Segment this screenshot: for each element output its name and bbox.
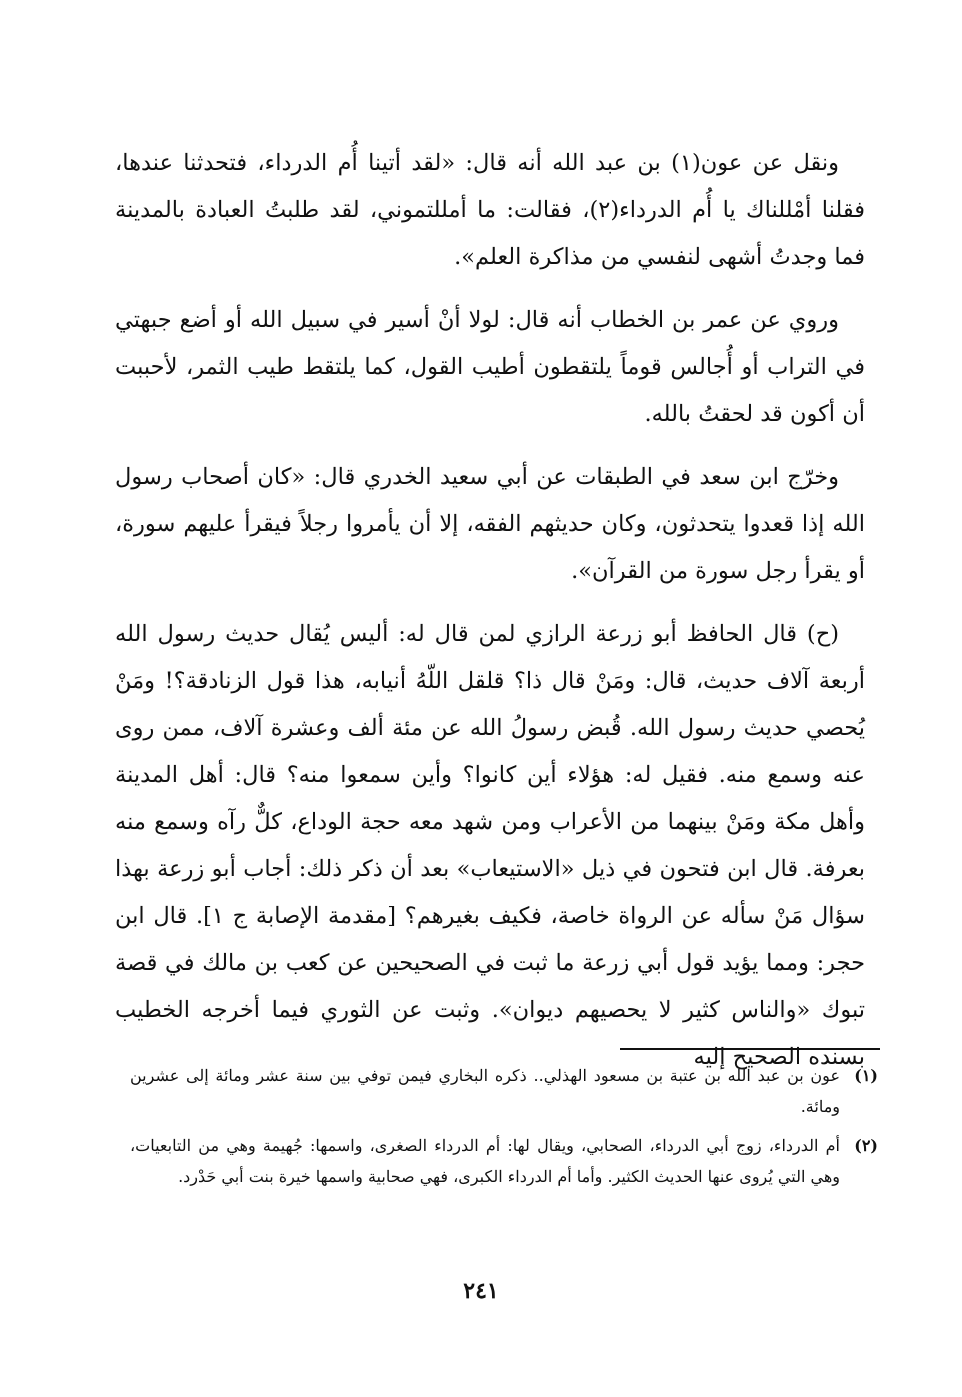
footnote-1 (130, 1060, 878, 1122)
footnote-2 (130, 1130, 878, 1192)
footnote-separator (620, 1048, 880, 1050)
footnote-number: (٢) (854, 1136, 878, 1155)
paragraph-ibn-saad: وخرّج ابن سعد في الطبقات عن أبي سعيد الخدري قال: «كان أصحاب رسول الله إذا قعدوا يتحدثون، وكان حديثهم الفقه، إلا أن يأمروا رجلاً فيقرأ عليهم سورة، أو يقرأ رجل سورة من القرآن». (115, 464, 865, 584)
footnote-text: عون بن عبد الله بن عتبة بن مسعود الهذلي.. ذكره البخاري فيمن توفي بين سنة عشر ومائة إلى عشرين ومائة. (130, 1066, 840, 1116)
footnote-text: أم الدرداء، زوج أبي الدرداء، الصحابي، ويقال لها: أم الدرداء الصغرى، واسمها: جُهيمة وهي من التابعيات، وهي التي يُروى عنها الحديث الكثير. وأما أم الدرداء الكبرى، فهي صحابية واسمها خيرة بنت أبي حَدْرد. (130, 1136, 840, 1186)
paragraph-umar: وروي عن عمر بن الخطاب أنه قال: لولا أنْ أسير في سبيل الله أو أضع جبهتي في التراب أو أُجالس قوماً يلتقطون أطيب القول، كما يلتقط طيب الثمر، لأحببت أن أكون قد لحقتُ بالله. (115, 307, 865, 427)
page-number: ٢٤١ (463, 1278, 499, 1304)
paragraph-abu-zura: (ح) قال الحافظ أبو زرعة الرازي لمن قال له: أليس يُقال حديث رسول الله أربعة آلاف حديث، قال: ومَنْ قال ذا؟ قلقل اللّهُ أنيابه، هذا قول الزنادقة؟! ومَنْ يُحصي حديث رسول الله. قُبض رسولُ الله عن مئة ألف وعشرة آلاف، ممن روى عنه وسمع منه. فقيل له: هؤلاء أين كانوا؟ وأين سمعوا منه؟ قال: أهل المدينة وأهل مكة ومَنْ بينهما من الأعراب ومن شهد معه حجة الوداع، كلٌّ رآه وسمع منه بعرفة. قال ابن فتحون في ذيل «الاستيعاب» بعد أن ذكر ذلك: أجاب أبو زرعة بهذا سؤال مَنْ سأله عن الرواة خاصة، فكيف بغيرهم؟ [مقدمة الإصابة ج ١]. قال ابن حجر: ومما يؤيد قول أبي زرعة ما ثبت في الصحيحين عن كعب بن مالك في قصة تبوك «والناس كثير لا يحصيهم ديوان». وثبت عن الثوري فيما أخرجه الخطيب بسنده الصحيح إليه (115, 621, 865, 1070)
main-text (115, 140, 865, 1081)
paragraph-awn: ونقل عن عون(١) بن عبد الله أنه قال: «لقد أتينا أُم الدرداء، فتحدثنا عندها، فقلنا أمْللناك يا أُم الدرداء(٢)، فقالت: ما أمللتموني، لقد طلبتُ العبادة بالمدينة فما وجدتُ أشهى لنفسي من مذاكرة العلم». (115, 150, 865, 270)
footnotes (130, 1060, 878, 1200)
footnote-number: (١) (854, 1066, 878, 1085)
